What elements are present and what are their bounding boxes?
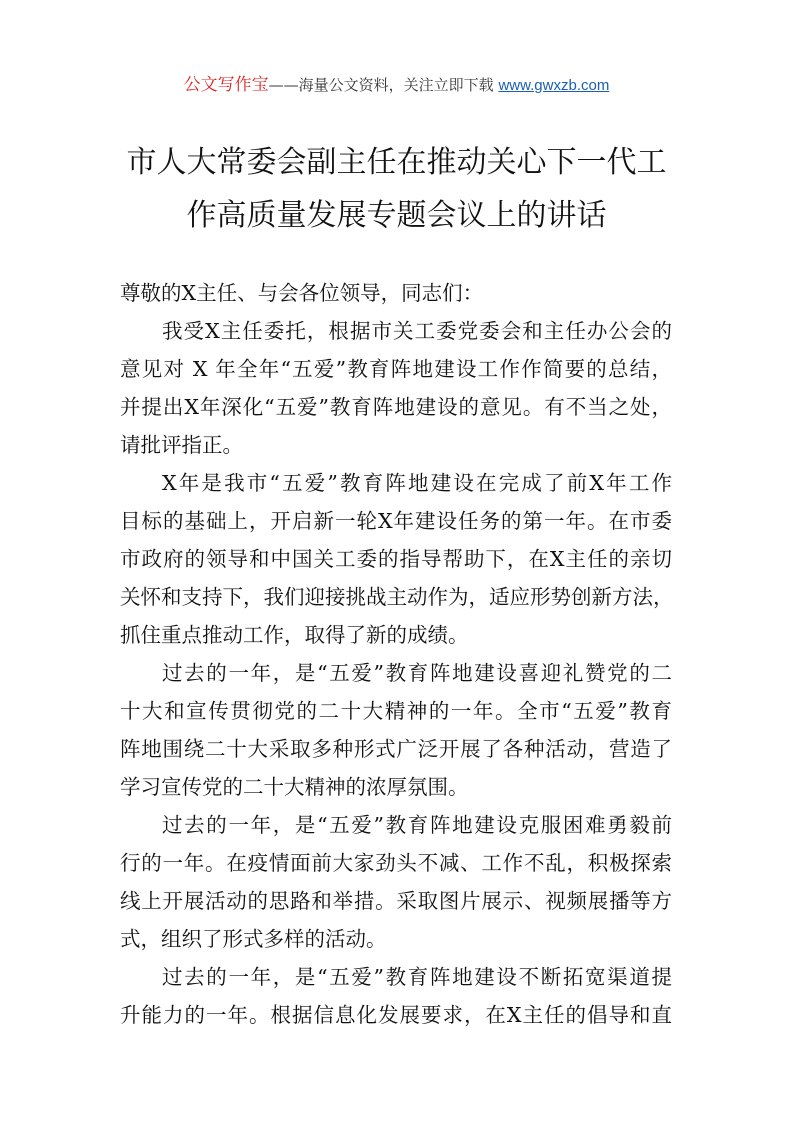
title-line: 市人大常委会副主任在推动关心下一代工 xyxy=(126,145,667,180)
text-line: 我受X主任委托，根据市关工委党委会和主任办公会的 xyxy=(162,319,672,343)
banner-slogan: 海量公文资料，关注立即下载 xyxy=(298,76,494,94)
text-line: X年是我市“五爱”教育阵地建设在完成了前X年工作 xyxy=(162,471,672,495)
paragraph xyxy=(120,958,672,1034)
document-body xyxy=(120,274,672,1034)
text-line: 过去的一年，是“五爱”教育阵地建设不断拓宽渠道提 xyxy=(162,965,672,989)
text-line: 并提出X年深化“五爱”教育阵地建设的意见。有不当之处， xyxy=(120,395,672,419)
title-line: 作高质量发展专题会议上的讲话 xyxy=(186,198,607,233)
text-line: 式，组织了形式多样的活动。 xyxy=(120,927,387,951)
text-line: 过去的一年，是“五爱”教育阵地建设喜迎礼赞党的二 xyxy=(162,661,672,685)
text-line: 行的一年。在疫情面前大家劲头不减、工作不乱，积极探索 xyxy=(120,851,672,875)
paragraph xyxy=(120,806,672,958)
banner-dash: —— xyxy=(268,76,299,94)
brand-name: 公文写作宝 xyxy=(183,75,269,95)
document-title xyxy=(0,136,793,242)
text-line: 请批评指正。 xyxy=(120,433,243,457)
website-link[interactable]: www.gwxzb.com xyxy=(498,77,610,94)
site-banner xyxy=(0,70,793,95)
text-line: 目标的基础上，开启新一轮X年建设任务的第一年。在市委 xyxy=(120,509,672,533)
text-line: 过去的一年，是“五爱”教育阵地建设克服困难勇毅前 xyxy=(162,813,672,837)
text-line: 阵地围绕二十大采取多种形式广泛开展了各种活动，营造了 xyxy=(120,737,672,761)
paragraph xyxy=(120,654,672,806)
text-line: 升能力的一年。根据信息化发展要求，在X主任的倡导和直 xyxy=(120,1003,672,1027)
paragraph xyxy=(120,312,672,464)
paragraph xyxy=(120,464,672,654)
text-line: 十大和宣传贯彻党的二十大精神的一年。全市“五爱”教育 xyxy=(120,699,672,723)
text-line: 学习宣传党的二十大精神的浓厚氛围。 xyxy=(120,775,469,799)
text-line: 抓住重点推动工作，取得了新的成绩。 xyxy=(120,623,469,647)
text-line: 线上开展活动的思路和举措。采取图片展示、视频展播等方 xyxy=(120,889,672,913)
salutation: 尊敬的X主任、与会各位领导，同志们： xyxy=(120,281,484,305)
text-line: 关怀和支持下，我们迎接挑战主动作为，适应形势创新方法， xyxy=(120,585,674,609)
text-line: 意见对 X 年全年“五爱”教育阵地建设工作作简要的总结， xyxy=(120,357,672,381)
text-line: 市政府的领导和中国关工委的指导帮助下，在X主任的亲切 xyxy=(120,547,672,571)
